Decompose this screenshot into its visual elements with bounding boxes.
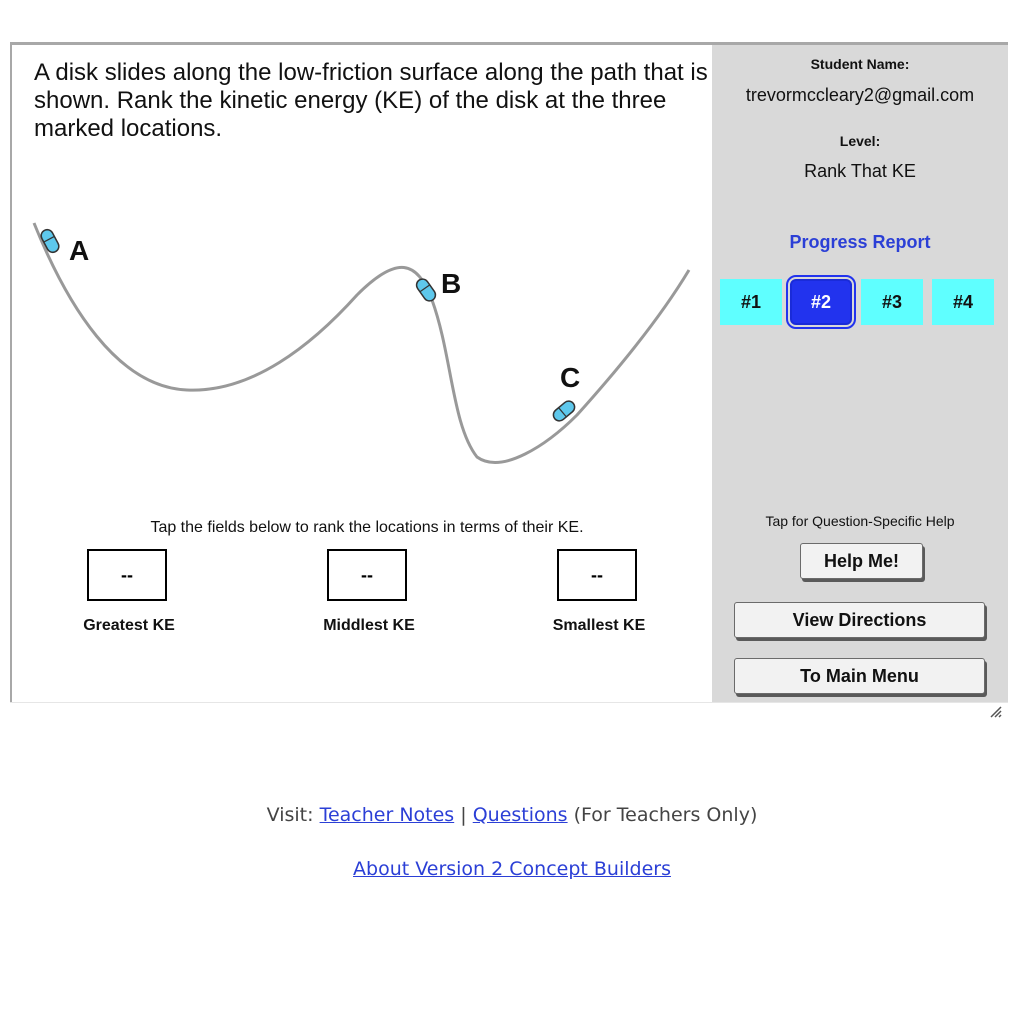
concept-builder-frame <box>10 42 1008 702</box>
level-label: Level: <box>839 133 881 149</box>
progress-question-4[interactable]: #4 <box>932 279 994 325</box>
footer-visit-line <box>0 804 1024 826</box>
main-menu-button[interactable]: To Main Menu <box>734 658 985 694</box>
rank-slot-smallest <box>514 549 684 639</box>
link-separator: | <box>460 804 467 826</box>
visit-prefix: Visit: <box>266 804 314 826</box>
track-diagram <box>12 45 712 505</box>
frame-divider <box>10 702 1008 703</box>
help-caption: Tap for Question-Specific Help <box>765 513 955 529</box>
progress-question-3[interactable]: #3 <box>861 279 923 325</box>
rank-instructions: Tap the fields below to rank the locations in terms of their KE. <box>150 519 584 536</box>
teachers-only-note: (For Teachers Only) <box>573 804 758 826</box>
side-panel <box>712 45 1008 702</box>
resize-grip-icon[interactable] <box>988 704 1002 718</box>
marker-label-c: C <box>560 362 581 393</box>
question-pane <box>12 45 712 702</box>
marker-label-b: B <box>441 268 462 299</box>
disk-b <box>414 277 438 304</box>
level-name: Rank That KE <box>804 161 916 181</box>
question-text: A disk slides along the low-friction surface along the path that is shown. Rank the kinetic energy (KE) of the disk at the three marked locations. <box>34 59 708 142</box>
rank-label-middlest: Middlest KE <box>323 617 415 634</box>
view-directions-button[interactable]: View Directions <box>734 602 985 638</box>
rank-slot-greatest <box>44 549 214 639</box>
help-me-button[interactable]: Help Me! <box>800 543 923 579</box>
footer-about-line <box>0 858 1024 880</box>
student-name: trevormccleary2@gmail.com <box>745 85 975 105</box>
rank-slot-middlest <box>284 549 454 639</box>
rank-label-greatest: Greatest KE <box>83 617 175 634</box>
progress-report-title: Progress Report <box>789 232 931 252</box>
track-path <box>34 223 689 462</box>
progress-question-1[interactable]: #1 <box>720 279 782 325</box>
progress-question-2[interactable]: #2 <box>790 279 852 325</box>
about-version-2-link[interactable]: About Version 2 Concept Builders <box>353 858 671 880</box>
rank-field-greatest[interactable]: -- <box>87 549 167 601</box>
marker-label-a: A <box>69 235 90 266</box>
rank-field-middlest[interactable]: -- <box>327 549 407 601</box>
student-name-label: Student Name: <box>810 56 910 72</box>
questions-link[interactable]: Questions <box>472 804 568 826</box>
rank-field-smallest[interactable]: -- <box>557 549 637 601</box>
rank-label-smallest: Smallest KE <box>552 617 646 634</box>
teacher-notes-link[interactable]: Teacher Notes <box>319 804 455 826</box>
